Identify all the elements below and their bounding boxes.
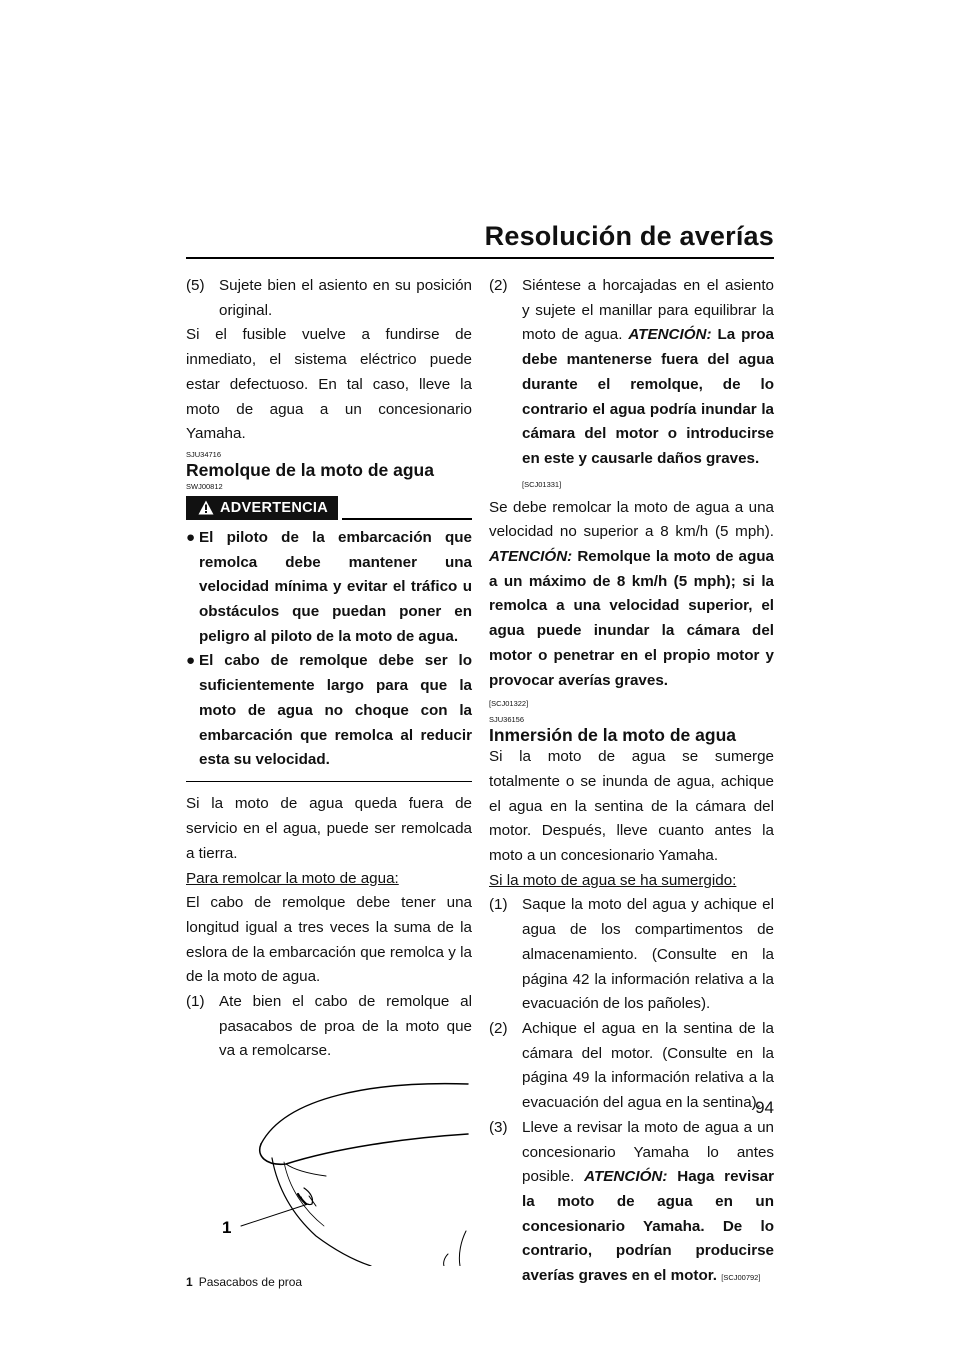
step-2-text: Siéntese a horcajadas en el asiento y sujete el manillar para equilibrar la moto de agua. — [522, 277, 774, 344]
step-number: (1) — [489, 896, 508, 914]
left-column — [186, 274, 472, 1295]
section-code: SJU34716 — [186, 449, 222, 459]
immersion-subheading: Si la moto de agua se ha sumergido: — [489, 871, 737, 889]
tow-subheading: Para remolcar la moto de agua: — [186, 869, 399, 887]
tow-paragraph: Si la moto de agua queda fuera de servicio en el agua, puede ser remolcada a tierra. — [186, 795, 472, 862]
caution-label: ATENCIÓN: — [489, 548, 573, 566]
immersion-step — [489, 1017, 774, 1116]
step-text — [522, 274, 774, 472]
caution-text: La proa debe mantenerse fuera del agua durante el remolque, de lo contrario el agua podría inundar la cámara del motor o introducirse en este y causarle daños graves. — [522, 326, 774, 467]
warning-box — [186, 494, 472, 783]
rope-paragraph: El cabo de remolque debe tener una longitud igual a tres veces la suma de la eslora de la embarcación que remolca y la de la moto de agua. — [186, 894, 472, 986]
step-number: (5) — [186, 277, 205, 294]
step-text: Saque la moto del agua y achique el agua de los compartimentos de almacenamiento. (Consulte en la página 42 la información relativa a la evacuación de los pañoles). — [522, 896, 774, 1013]
header-rule — [186, 257, 774, 259]
step-number: (2) — [489, 277, 508, 294]
bullet-icon: ● — [186, 528, 196, 546]
warning-label: ADVERTENCIA — [220, 499, 329, 516]
immersion-paragraph: Si la moto de agua se sumerge totalmente o se inunda de agua, achique el agua en la sentina de la cámara del motor. Después, lleve cuanto antes la moto a un concesionario Yamaha. — [489, 748, 774, 865]
step-1 — [186, 990, 472, 1064]
caution-code: [SCJ00792] — [721, 1273, 761, 1283]
page-number: 94 — [755, 1098, 774, 1117]
warning-top-rule — [342, 518, 472, 520]
figure-caption — [186, 1270, 472, 1295]
caution-label: ATENCIÓN: — [628, 326, 712, 344]
section-title-towing: Remolque de la moto de agua — [186, 459, 434, 480]
immersion-step-3 — [489, 1116, 774, 1291]
right-column — [489, 274, 774, 1291]
caption-text: Pasacabos de proa — [198, 1275, 303, 1290]
caution-code: [SCJ01331] — [522, 479, 562, 489]
bullet-text: El cabo de remolque debe ser lo suficientemente largo para que la moto de agua no choque con la embarcación que remolca al reducir esta su velocidad. — [199, 652, 472, 769]
figure-callout-1: 1 — [222, 1218, 232, 1238]
step-number: (3) — [489, 1118, 508, 1136]
step-number: (1) — [186, 993, 205, 1011]
bullet-icon: ● — [186, 652, 196, 670]
fuse-paragraph: Si el fusible vuelve a fundirse de inmediato, el sistema eléctrico puede estar defectuoso. En tal caso, lleve la moto de agua a un concesionario Yamaha. — [186, 326, 472, 443]
immersion-step — [489, 893, 774, 1017]
warning-bottom-rule — [186, 781, 472, 783]
step-text: Ate bien el cabo de remolque al pasacabos de proa de la moto que va a remolcarse. — [219, 993, 472, 1060]
warning-triangle-icon — [198, 500, 214, 515]
warning-code: SWJ00812 — [186, 481, 223, 491]
step-number: (2) — [489, 1019, 508, 1037]
caution-code: [SCJ01322] — [489, 699, 529, 709]
caution-label: ATENCIÓN: — [584, 1168, 668, 1186]
speed-paragraph — [489, 496, 774, 694]
bow-eye-figure — [186, 1076, 472, 1266]
bullet-text: El piloto de la embarcación que remolca debe mantener una velocidad mínima y evitar el tráfico u obstáculos que puedan poner en peligro al piloto de la moto de agua. — [199, 528, 472, 645]
step-text — [522, 1116, 774, 1291]
step-text: Sujete bien el asiento en su posición original. — [219, 277, 472, 319]
step-text: Achique el agua en la sentina de la cámara del motor. (Consulte en la página 49 la información relativa a la evacuación del agua en la sentina). — [522, 1019, 774, 1112]
warning-badge — [186, 496, 338, 520]
section-title-immersion: Inmersión de la moto de agua — [489, 725, 736, 746]
section-code: SJU36156 — [489, 715, 525, 725]
page-title: Resolución de averías — [484, 221, 774, 251]
caption-number: 1 — [186, 1275, 193, 1290]
warning-bullet — [186, 649, 472, 773]
step-3-text: Lleve a revisar la moto de agua a un concesionario Yamaha lo antes posible. — [522, 1118, 774, 1186]
warning-bullet — [186, 526, 472, 650]
step-5 — [186, 274, 472, 323]
speed-text: Se debe remolcar la moto de agua a una velocidad no superior a 8 km/h (5 mph). — [489, 498, 774, 541]
warning-header — [186, 494, 472, 520]
bow-illustration — [186, 1076, 472, 1266]
step-2 — [489, 274, 774, 472]
caution-text: Haga revisar la moto de agua en un concesionario Yamaha. De lo contrario, podrían producirse averías graves en el motor. — [522, 1168, 774, 1285]
caution-text: Remolque la moto de agua a un máximo de 8 km/h (5 mph); si la remolca a una velocidad superior, el agua puede inundar la cámara del motor o penetrar en el propio motor y provocar averías graves. — [489, 548, 774, 689]
